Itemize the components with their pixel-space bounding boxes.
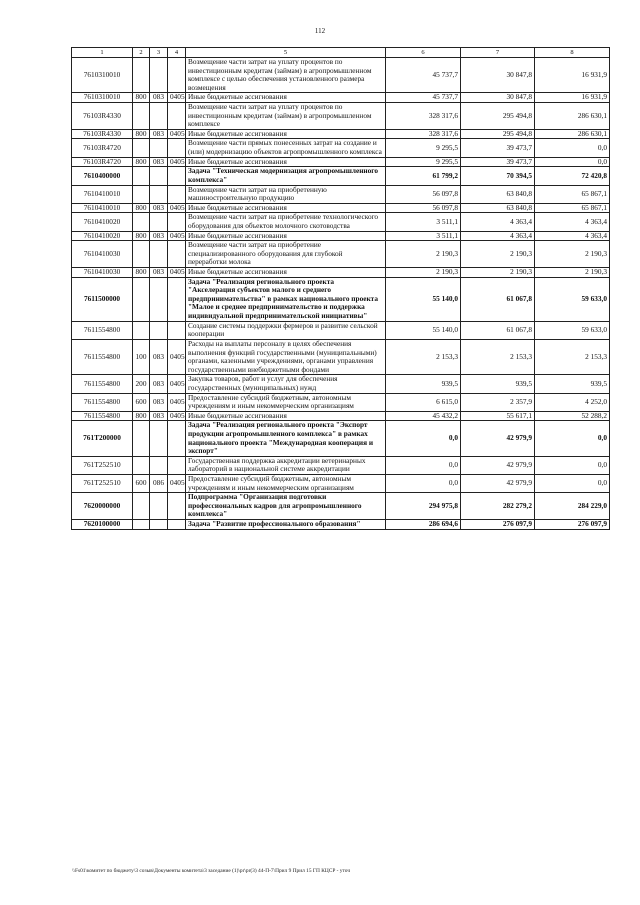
row-description: Закупка товаров, работ и услуг для обеспечения государственных (муниципальных) нужд (186, 375, 386, 393)
row-amount-col8: 276 097,9 (535, 520, 610, 530)
row-expense-type (133, 213, 150, 231)
row-section (168, 213, 186, 231)
column-header: 8 (535, 48, 610, 58)
row-code: 761T252510 (72, 456, 133, 474)
row-amount-col8: 65 867,1 (535, 203, 610, 213)
row-description: Задача "Развитие профессионального образования" (186, 520, 386, 530)
row-department: 083 (150, 157, 168, 167)
row-description: Иные бюджетные ассигнования (186, 411, 386, 421)
table-row (72, 493, 610, 520)
row-description: Государственная поддержка аккредитации ветеринарных лабораторий в национальной системе аккредитации (186, 456, 386, 474)
row-amount-col7: 282 279,2 (461, 493, 535, 520)
row-amount-col6: 45 737,7 (386, 58, 461, 93)
row-expense-type: 800 (133, 411, 150, 421)
row-amount-col7: 4 363,4 (461, 231, 535, 241)
row-section (168, 139, 186, 157)
row-department (150, 277, 168, 321)
table-row (72, 277, 610, 321)
row-amount-col6: 2 190,3 (386, 268, 461, 278)
row-expense-type (133, 185, 150, 203)
row-amount-col8: 939,5 (535, 375, 610, 393)
row-code: 7611554800 (72, 339, 133, 374)
row-expense-type (133, 277, 150, 321)
row-amount-col7: 63 840,8 (461, 203, 535, 213)
row-department (150, 139, 168, 157)
row-amount-col7: 4 363,4 (461, 213, 535, 231)
row-code: 76103R4330 (72, 103, 133, 130)
table-row (72, 321, 610, 339)
row-expense-type (133, 421, 150, 456)
row-section (168, 321, 186, 339)
row-department (150, 321, 168, 339)
row-code: 7611554800 (72, 393, 133, 411)
row-amount-col6: 328 317,6 (386, 103, 461, 130)
row-amount-col8: 72 420,8 (535, 167, 610, 185)
row-code: 7611554800 (72, 375, 133, 393)
row-amount-col6: 0,0 (386, 421, 461, 456)
row-department: 083 (150, 268, 168, 278)
table-row (72, 241, 610, 268)
row-amount-col7: 63 840,8 (461, 185, 535, 203)
table-row (72, 231, 610, 241)
row-expense-type (133, 103, 150, 130)
row-description: Иные бюджетные ассигнования (186, 93, 386, 103)
row-amount-col6: 61 799,2 (386, 167, 461, 185)
row-section: 0405 (168, 475, 186, 493)
row-code: 7620100000 (72, 520, 133, 530)
row-amount-col7: 30 847,8 (461, 58, 535, 93)
row-amount-col8: 2 153,3 (535, 339, 610, 374)
row-expense-type (133, 493, 150, 520)
row-code: 76103R4720 (72, 139, 133, 157)
row-amount-col7: 30 847,8 (461, 93, 535, 103)
row-code: 76103R4720 (72, 157, 133, 167)
column-header: 5 (186, 48, 386, 58)
row-amount-col6: 0,0 (386, 475, 461, 493)
row-section: 0405 (168, 339, 186, 374)
row-amount-col7: 42 979,9 (461, 456, 535, 474)
row-section (168, 520, 186, 530)
row-amount-col8: 65 867,1 (535, 185, 610, 203)
row-description: Расходы на выплаты персоналу в целях обеспечения выполнения функций государственными (муниципальными) органами, казенными учреждениями, органами управления государственными внебюджетными фондами (186, 339, 386, 374)
row-amount-col8: 284 229,0 (535, 493, 610, 520)
page-number: 112 (314, 27, 326, 35)
row-department (150, 241, 168, 268)
row-amount-col7: 42 979,9 (461, 421, 535, 456)
table-row (72, 475, 610, 493)
row-code: 7610410020 (72, 231, 133, 241)
row-description: Возмещение части затрат на приобретенную машиностроительную продукцию (186, 185, 386, 203)
row-code: 7610310010 (72, 93, 133, 103)
row-description: Возмещение части затрат на уплату процентов по инвестиционным кредитам (займам) в агропромышленном комплексе с целью обеспечения установленного размера возмещения (186, 58, 386, 93)
row-section (168, 241, 186, 268)
row-section (168, 58, 186, 93)
row-department (150, 213, 168, 231)
row-amount-col6: 6 615,0 (386, 393, 461, 411)
row-amount-col6: 2 190,3 (386, 241, 461, 268)
row-description: Иные бюджетные ассигнования (186, 157, 386, 167)
row-section: 0405 (168, 411, 186, 421)
row-expense-type: 600 (133, 393, 150, 411)
row-amount-col7: 61 067,8 (461, 277, 535, 321)
column-header: 4 (168, 48, 186, 58)
row-expense-type: 200 (133, 375, 150, 393)
row-department: 083 (150, 339, 168, 374)
row-expense-type: 800 (133, 157, 150, 167)
row-department (150, 103, 168, 130)
row-section: 0405 (168, 375, 186, 393)
row-code: 7610410030 (72, 268, 133, 278)
row-department: 083 (150, 411, 168, 421)
row-description: Задача "Техническая модернизация агропромышленного комплекса" (186, 167, 386, 185)
row-expense-type (133, 321, 150, 339)
row-amount-col8: 4 252,0 (535, 393, 610, 411)
column-header: 6 (386, 48, 461, 58)
table-row (72, 139, 610, 157)
row-amount-col8: 16 931,9 (535, 93, 610, 103)
table-row (72, 167, 610, 185)
row-amount-col8: 2 190,3 (535, 268, 610, 278)
table-row (72, 268, 610, 278)
row-amount-col6: 9 295,5 (386, 139, 461, 157)
row-amount-col8: 0,0 (535, 157, 610, 167)
table-row (72, 185, 610, 203)
row-amount-col7: 2 190,3 (461, 241, 535, 268)
row-expense-type: 800 (133, 93, 150, 103)
row-department (150, 456, 168, 474)
row-amount-col7: 42 979,9 (461, 475, 535, 493)
column-header: 1 (72, 48, 133, 58)
row-section (168, 167, 186, 185)
row-section (168, 456, 186, 474)
row-amount-col6: 939,5 (386, 375, 461, 393)
row-expense-type (133, 241, 150, 268)
table-row (72, 339, 610, 374)
row-amount-col8: 2 190,3 (535, 241, 610, 268)
row-department: 083 (150, 393, 168, 411)
row-amount-col6: 45 432,2 (386, 411, 461, 421)
row-amount-col6: 286 694,6 (386, 520, 461, 530)
row-description: Подпрограмма "Организация подготовки профессиональных кадров для агропромышленного комплекса" (186, 493, 386, 520)
row-amount-col7: 2 357,9 (461, 393, 535, 411)
row-expense-type (133, 456, 150, 474)
row-amount-col8: 0,0 (535, 456, 610, 474)
row-amount-col8: 52 288,2 (535, 411, 610, 421)
row-amount-col7: 2 190,3 (461, 268, 535, 278)
row-department: 083 (150, 375, 168, 393)
column-header: 7 (461, 48, 535, 58)
row-department (150, 58, 168, 93)
row-amount-col6: 45 737,7 (386, 93, 461, 103)
row-amount-col7: 295 494,8 (461, 129, 535, 139)
row-amount-col8: 0,0 (535, 475, 610, 493)
row-department: 083 (150, 129, 168, 139)
file-path-footer: \\Fs01\комитет по бюджету\3 созыв\Документы комитета\3 заседание (1)\pr\pr(3) 44-П-7\Прил 9 Прил 15 ГП КЦСР - уточ (72, 868, 351, 874)
row-section (168, 103, 186, 130)
row-expense-type (133, 520, 150, 530)
row-department (150, 167, 168, 185)
row-description: Иные бюджетные ассигнования (186, 203, 386, 213)
row-description: Задача "Реализация регионального проекта "Акселерация субъектов малого и среднего предпринимательства" в рамках национального проекта "Малое и среднее предпринимательство и поддержка индивидуальной предпринимательской инициативы" (186, 277, 386, 321)
row-amount-col6: 328 317,6 (386, 129, 461, 139)
row-amount-col8: 59 633,0 (535, 277, 610, 321)
row-code: 7620000000 (72, 493, 133, 520)
row-code: 7611554800 (72, 411, 133, 421)
column-header: 3 (150, 48, 168, 58)
row-expense-type: 600 (133, 475, 150, 493)
row-amount-col7: 39 473,7 (461, 157, 535, 167)
table-header-row (72, 48, 610, 58)
table-row (72, 421, 610, 456)
row-expense-type (133, 139, 150, 157)
row-expense-type (133, 58, 150, 93)
row-amount-col6: 2 153,3 (386, 339, 461, 374)
row-description: Иные бюджетные ассигнования (186, 231, 386, 241)
row-department: 083 (150, 231, 168, 241)
row-amount-col8: 4 363,4 (535, 213, 610, 231)
row-amount-col7: 39 473,7 (461, 139, 535, 157)
row-section: 0405 (168, 268, 186, 278)
row-amount-col6: 294 975,8 (386, 493, 461, 520)
row-section (168, 493, 186, 520)
row-department (150, 520, 168, 530)
row-amount-col8: 0,0 (535, 139, 610, 157)
row-section: 0405 (168, 93, 186, 103)
row-description: Возмещение части затрат на уплату процентов по инвестиционным кредитам (займам) в агропромышленном комплексе (186, 103, 386, 130)
row-code: 7610410020 (72, 213, 133, 231)
row-amount-col6: 3 511,1 (386, 231, 461, 241)
row-amount-col7: 70 394,5 (461, 167, 535, 185)
row-code: 761T200000 (72, 421, 133, 456)
row-amount-col7: 2 153,3 (461, 339, 535, 374)
budget-table (71, 47, 610, 530)
row-amount-col7: 939,5 (461, 375, 535, 393)
row-section: 0405 (168, 203, 186, 213)
row-department (150, 421, 168, 456)
row-department: 086 (150, 475, 168, 493)
row-section: 0405 (168, 393, 186, 411)
row-code: 7610410010 (72, 185, 133, 203)
row-department (150, 185, 168, 203)
row-amount-col7: 55 617,1 (461, 411, 535, 421)
row-description: Задача "Реализация регионального проекта "Экспорт продукции агропромышленного комплекса" в рамках национального проекта "Международная кооперация и экспорт" (186, 421, 386, 456)
row-description: Создание системы поддержки фермеров и развитие сельской кооперации (186, 321, 386, 339)
table-row (72, 393, 610, 411)
table-row (72, 456, 610, 474)
row-amount-col6: 55 140,0 (386, 321, 461, 339)
row-description: Возмещение части затрат на приобретение специализированного оборудования для глубокой переработки молока (186, 241, 386, 268)
row-description: Предоставление субсидий бюджетным, автономным учреждениям и иным некоммерческим организациям (186, 393, 386, 411)
row-code: 761T252510 (72, 475, 133, 493)
row-amount-col6: 3 511,1 (386, 213, 461, 231)
row-code: 7610410010 (72, 203, 133, 213)
row-section (168, 185, 186, 203)
row-description: Иные бюджетные ассигнования (186, 129, 386, 139)
row-code: 7610410030 (72, 241, 133, 268)
row-amount-col8: 4 363,4 (535, 231, 610, 241)
row-department: 083 (150, 93, 168, 103)
table-row (72, 213, 610, 231)
table-row (72, 103, 610, 130)
row-description: Возмещение части прямых понесенных затрат на создание и (или) модернизацию объектов агропромышленного комплекса (186, 139, 386, 157)
row-code: 7610310010 (72, 58, 133, 93)
row-code: 7611554800 (72, 321, 133, 339)
row-amount-col8: 59 633,0 (535, 321, 610, 339)
row-description: Иные бюджетные ассигнования (186, 268, 386, 278)
row-expense-type: 800 (133, 129, 150, 139)
row-section: 0405 (168, 129, 186, 139)
row-amount-col7: 276 097,9 (461, 520, 535, 530)
row-section: 0405 (168, 157, 186, 167)
row-section (168, 277, 186, 321)
row-amount-col6: 55 140,0 (386, 277, 461, 321)
row-expense-type: 800 (133, 203, 150, 213)
row-department: 083 (150, 203, 168, 213)
row-amount-col6: 0,0 (386, 456, 461, 474)
row-expense-type: 800 (133, 268, 150, 278)
table-row (72, 520, 610, 530)
row-code: 7610400000 (72, 167, 133, 185)
row-code: 76103R4330 (72, 129, 133, 139)
row-section (168, 421, 186, 456)
row-expense-type: 800 (133, 231, 150, 241)
row-expense-type: 100 (133, 339, 150, 374)
row-amount-col8: 16 931,9 (535, 58, 610, 93)
row-expense-type (133, 167, 150, 185)
row-amount-col6: 56 097,8 (386, 185, 461, 203)
row-amount-col8: 286 630,1 (535, 129, 610, 139)
row-amount-col8: 286 630,1 (535, 103, 610, 130)
column-header: 2 (133, 48, 150, 58)
row-description: Возмещение части затрат на приобретение технологического оборудования для объектов молочного скотоводства (186, 213, 386, 231)
row-department (150, 493, 168, 520)
row-amount-col6: 56 097,8 (386, 203, 461, 213)
row-amount-col7: 61 067,8 (461, 321, 535, 339)
row-amount-col7: 295 494,8 (461, 103, 535, 130)
table-row (72, 58, 610, 93)
row-amount-col8: 0,0 (535, 421, 610, 456)
row-description: Предоставление субсидий бюджетным, автономным учреждениям и иным некоммерческим организациям (186, 475, 386, 493)
row-code: 7611500000 (72, 277, 133, 321)
row-amount-col6: 9 295,5 (386, 157, 461, 167)
table-row (72, 375, 610, 393)
row-section: 0405 (168, 231, 186, 241)
